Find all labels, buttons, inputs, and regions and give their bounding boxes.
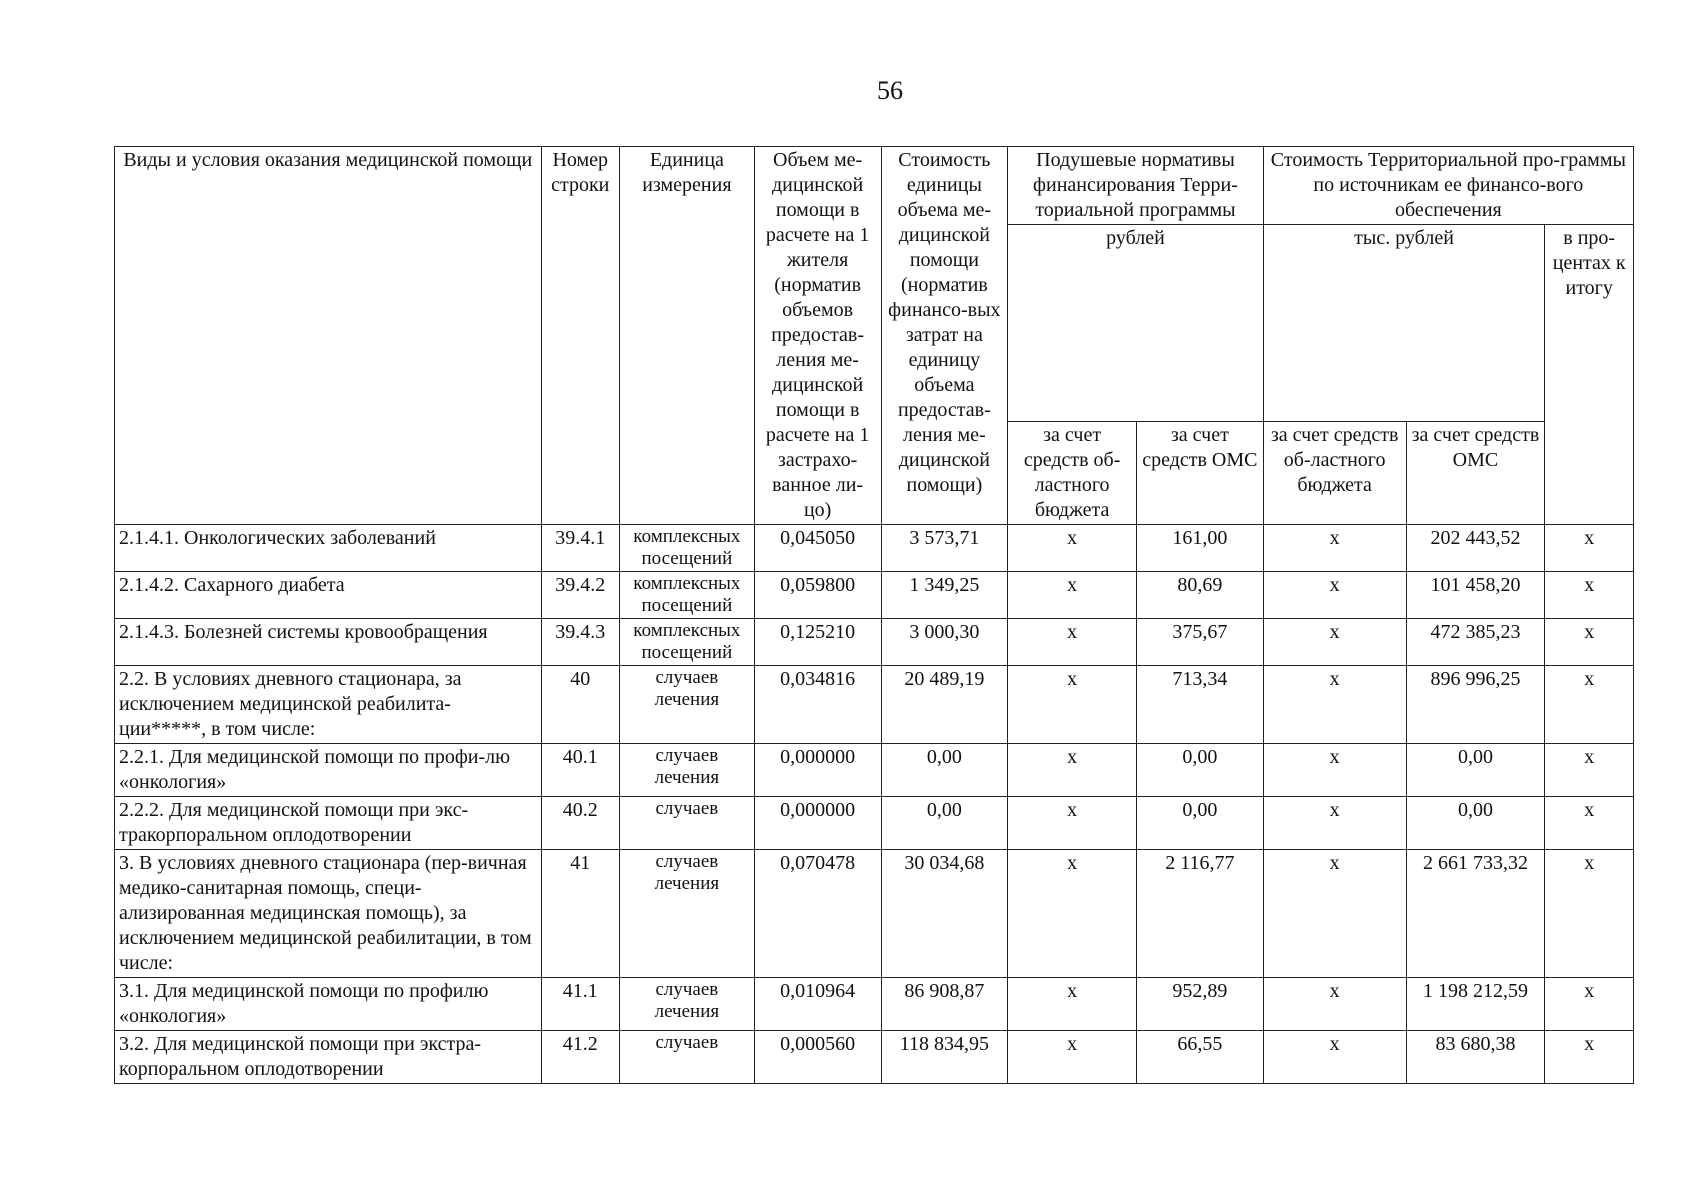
row-number: 41: [541, 850, 619, 978]
row-oms-rubles: 375,67: [1136, 619, 1263, 666]
row-oms-thousand: 472 385,23: [1406, 619, 1545, 666]
row-volume: 0,000000: [754, 797, 881, 850]
row-cost: 30 034,68: [881, 850, 1008, 978]
row-name: 2.1.4.1. Онкологических заболеваний: [115, 525, 542, 572]
table-row: [115, 572, 1634, 619]
row-unit: комплексных посещений: [619, 619, 754, 666]
row-unit: комплексных посещений: [619, 525, 754, 572]
row-percent: х: [1545, 1031, 1634, 1084]
row-percent: х: [1545, 572, 1634, 619]
row-unit: случаев лечения: [619, 744, 754, 797]
row-budget-thousand: х: [1263, 619, 1406, 666]
header-unit-cost: Стоимость единицы объема ме-дицинской помощи (норматив финансо-вых затрат на единицу объема предостав-ления ме-дицинской помощи): [881, 147, 1008, 525]
row-oms-thousand: 896 996,25: [1406, 666, 1545, 744]
header-volume: Объем ме-дицинской помощи в расчете на 1 жителя (норматив объемов предостав-ления ме-дицинской помощи в расчете на 1 застрахо-ванное ли-цо): [754, 147, 881, 525]
row-name: 3.1. Для медицинской помощи по профилю «онкология»: [115, 978, 542, 1031]
row-oms-thousand: 202 443,52: [1406, 525, 1545, 572]
row-budget-thousand: х: [1263, 525, 1406, 572]
row-volume: 0,125210: [754, 619, 881, 666]
header-budget-rubles: за счет средств об-ластного бюджета: [1008, 422, 1137, 525]
medical-care-table: [114, 146, 1634, 1084]
row-name: 2.2.2. Для медицинской помощи при экс-тракорпоральном оплодотворении: [115, 797, 542, 850]
row-name: 3.2. Для медицинской помощи при экстра-корпоральном оплодотворении: [115, 1031, 542, 1084]
header-unit-rubles: рублей: [1008, 225, 1263, 422]
header-row-number: Номер строки: [541, 147, 619, 525]
header-per-capita: Подушевые нормативы финансирования Терри-ториальной программы: [1008, 147, 1263, 225]
row-percent: х: [1545, 744, 1634, 797]
row-number: 39.4.1: [541, 525, 619, 572]
row-cost: 0,00: [881, 797, 1008, 850]
row-budget-rubles: х: [1008, 525, 1137, 572]
row-budget-thousand: х: [1263, 1031, 1406, 1084]
table-row: [115, 850, 1634, 978]
table-row: [115, 744, 1634, 797]
row-volume: 0,045050: [754, 525, 881, 572]
row-budget-thousand: х: [1263, 572, 1406, 619]
row-number: 40.1: [541, 744, 619, 797]
header-kinds: Виды и условия оказания медицинской помощи: [115, 147, 542, 525]
row-oms-thousand: 0,00: [1406, 797, 1545, 850]
table-row: [115, 619, 1634, 666]
row-budget-rubles: х: [1008, 666, 1137, 744]
row-budget-thousand: х: [1263, 978, 1406, 1031]
row-oms-rubles: 713,34: [1136, 666, 1263, 744]
row-oms-thousand: 1 198 212,59: [1406, 978, 1545, 1031]
row-volume: 0,000560: [754, 1031, 881, 1084]
row-name: 2.2. В условиях дневного стационара, за исключением медицинской реабилита-ции*****, в том числе:: [115, 666, 542, 744]
row-oms-rubles: 66,55: [1136, 1031, 1263, 1084]
row-number: 39.4.3: [541, 619, 619, 666]
table-row: [115, 978, 1634, 1031]
row-oms-rubles: 161,00: [1136, 525, 1263, 572]
row-number: 40.2: [541, 797, 619, 850]
row-percent: х: [1545, 525, 1634, 572]
row-budget-rubles: х: [1008, 797, 1137, 850]
row-oms-thousand: 101 458,20: [1406, 572, 1545, 619]
row-name: 3. В условиях дневного стационара (пер-вичная медико-санитарная помощь, специ-ализированная медицинская помощь), за исключением медицинской реабилитации, в том числе:: [115, 850, 542, 978]
row-cost: 3 000,30: [881, 619, 1008, 666]
row-percent: х: [1545, 850, 1634, 978]
row-budget-thousand: х: [1263, 744, 1406, 797]
row-percent: х: [1545, 619, 1634, 666]
row-budget-thousand: х: [1263, 666, 1406, 744]
row-volume: 0,000000: [754, 744, 881, 797]
row-cost: 1 349,25: [881, 572, 1008, 619]
row-budget-rubles: х: [1008, 1031, 1137, 1084]
row-cost: 20 489,19: [881, 666, 1008, 744]
header-program-cost: Стоимость Территориальной про-граммы по источникам ее финансо-вого обеспечения: [1263, 147, 1633, 225]
row-oms-thousand: 83 680,38: [1406, 1031, 1545, 1084]
row-budget-rubles: х: [1008, 850, 1137, 978]
row-oms-rubles: 0,00: [1136, 744, 1263, 797]
row-oms-rubles: 2 116,77: [1136, 850, 1263, 978]
page-number: 56: [877, 76, 903, 105]
row-budget-rubles: х: [1008, 619, 1137, 666]
row-oms-rubles: 80,69: [1136, 572, 1263, 619]
row-cost: 3 573,71: [881, 525, 1008, 572]
row-budget-rubles: х: [1008, 744, 1137, 797]
row-unit: случаев: [619, 1031, 754, 1084]
row-volume: 0,010964: [754, 978, 881, 1031]
row-number: 41.2: [541, 1031, 619, 1084]
header-budget-thousand: за счет средств об-ластного бюджета: [1263, 422, 1406, 525]
row-number: 39.4.2: [541, 572, 619, 619]
row-budget-thousand: х: [1263, 797, 1406, 850]
table-row: [115, 525, 1634, 572]
table-row: [115, 797, 1634, 850]
row-number: 41.1: [541, 978, 619, 1031]
row-volume: 0,034816: [754, 666, 881, 744]
row-name: 2.1.4.3. Болезней системы кровообращения: [115, 619, 542, 666]
row-volume: 0,059800: [754, 572, 881, 619]
row-budget-thousand: х: [1263, 850, 1406, 978]
row-unit: случаев лечения: [619, 978, 754, 1031]
row-cost: 0,00: [881, 744, 1008, 797]
row-unit: случаев: [619, 797, 754, 850]
row-budget-rubles: х: [1008, 572, 1137, 619]
table-row: [115, 666, 1634, 744]
row-percent: х: [1545, 797, 1634, 850]
row-oms-thousand: 2 661 733,32: [1406, 850, 1545, 978]
row-oms-rubles: 952,89: [1136, 978, 1263, 1031]
row-percent: х: [1545, 666, 1634, 744]
row-cost: 118 834,95: [881, 1031, 1008, 1084]
row-unit: случаев лечения: [619, 850, 754, 978]
row-unit: случаев лечения: [619, 666, 754, 744]
header-unit-thousand-rubles: тыс. рублей: [1263, 225, 1545, 422]
header-oms-rubles: за счет средств ОМС: [1136, 422, 1263, 525]
table-row: [115, 1031, 1634, 1084]
row-number: 40: [541, 666, 619, 744]
header-oms-thousand: за счет средств ОМС: [1406, 422, 1545, 525]
row-budget-rubles: х: [1008, 978, 1137, 1031]
row-oms-rubles: 0,00: [1136, 797, 1263, 850]
header-percent: в про-центах к итогу: [1545, 225, 1634, 525]
row-unit: комплексных посещений: [619, 572, 754, 619]
row-cost: 86 908,87: [881, 978, 1008, 1031]
row-percent: х: [1545, 978, 1634, 1031]
row-name: 2.1.4.2. Сахарного диабета: [115, 572, 542, 619]
row-volume: 0,070478: [754, 850, 881, 978]
header-unit: Единица измерения: [619, 147, 754, 525]
row-oms-thousand: 0,00: [1406, 744, 1545, 797]
row-name: 2.2.1. Для медицинской помощи по профи-лю «онкология»: [115, 744, 542, 797]
